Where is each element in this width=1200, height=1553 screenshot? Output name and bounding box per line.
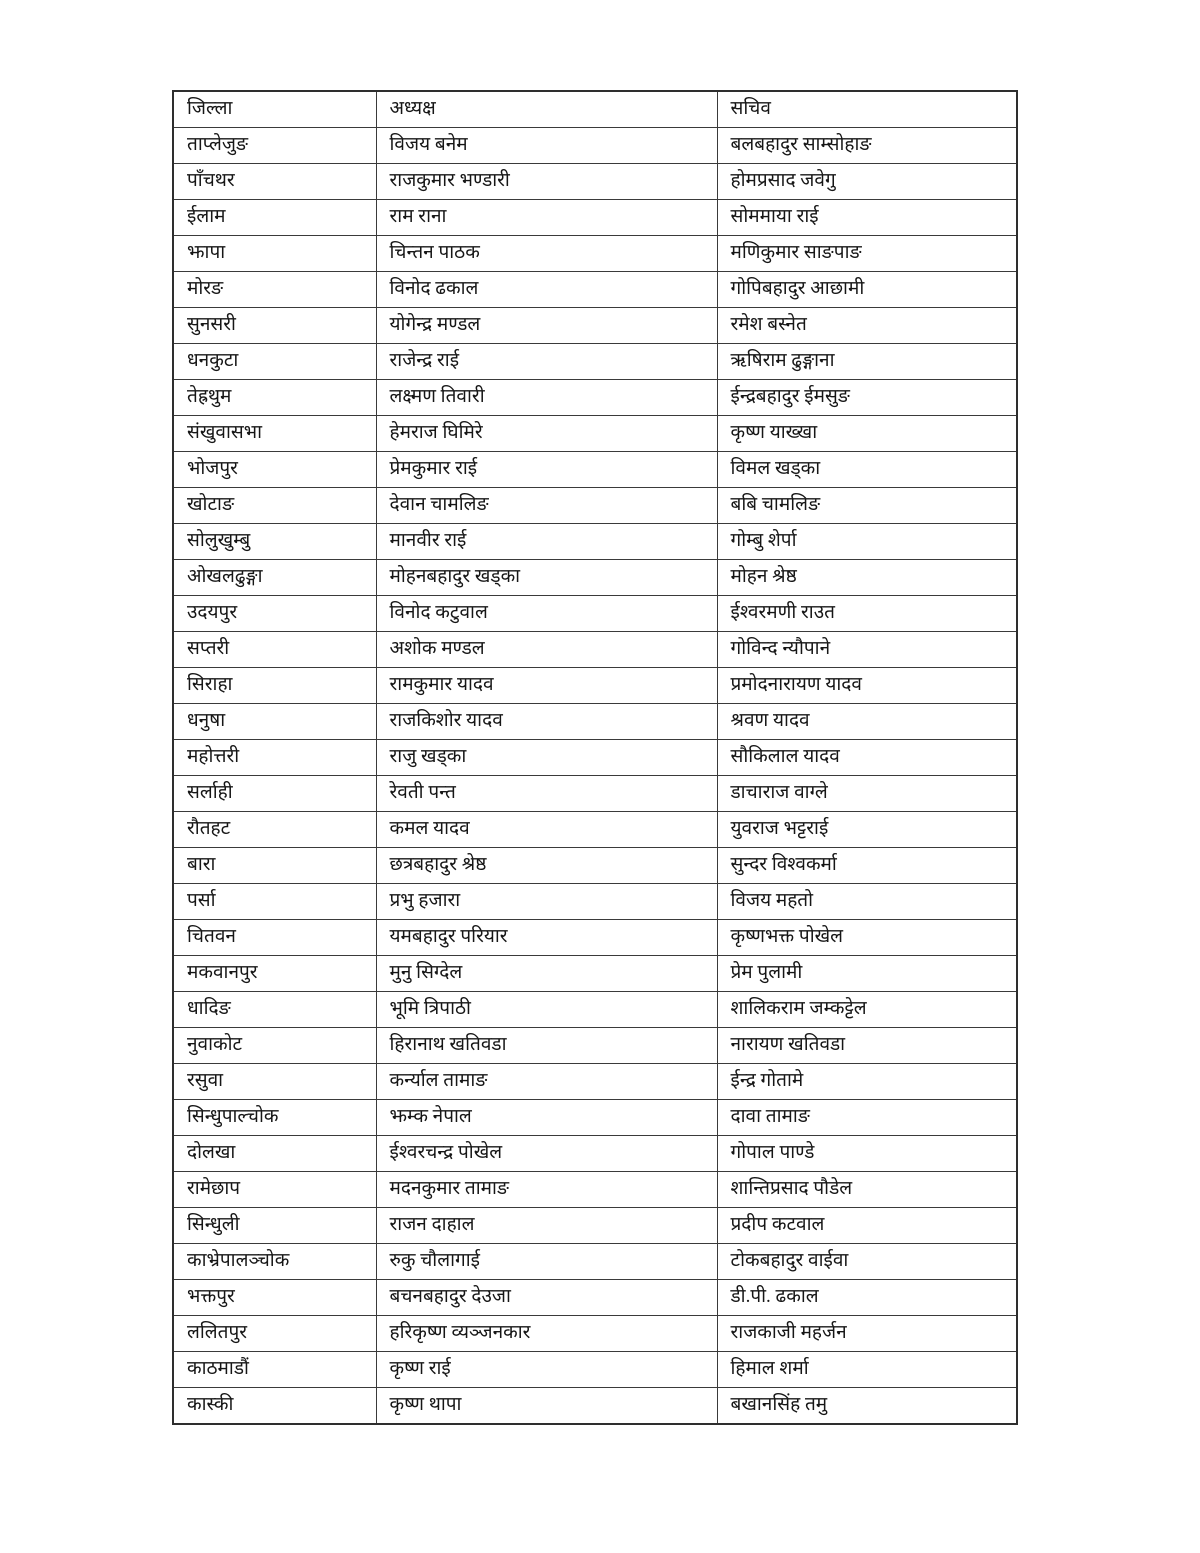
table-row <box>173 1028 1017 1064</box>
cell-chairman: राजकुमार भण्डारी <box>376 164 717 200</box>
cell-secretary: मोहन श्रेष्ठ <box>717 560 1017 596</box>
cell-district: रामेछाप <box>173 1172 376 1208</box>
cell-secretary: ईन्द्र गोतामे <box>717 1064 1017 1100</box>
cell-secretary: गोपिबहादुर आछामी <box>717 272 1017 308</box>
cell-secretary: हिमाल शर्मा <box>717 1352 1017 1388</box>
cell-chairman: देवान चामलिङ <box>376 488 717 524</box>
cell-secretary: शालिकराम जम्कट्टेल <box>717 992 1017 1028</box>
cell-chairman: कर्न्याल तामाङ <box>376 1064 717 1100</box>
cell-district: उदयपुर <box>173 596 376 632</box>
table-row <box>173 560 1017 596</box>
cell-chairman: रेवती पन्त <box>376 776 717 812</box>
cell-chairman: मदनकुमार तामाङ <box>376 1172 717 1208</box>
table-row <box>173 488 1017 524</box>
cell-chairman: झम्क नेपाल <box>376 1100 717 1136</box>
cell-district: बारा <box>173 848 376 884</box>
cell-chairman: मुनु सिग्देल <box>376 956 717 992</box>
cell-chairman: विनोद कटुवाल <box>376 596 717 632</box>
cell-district: ईलाम <box>173 200 376 236</box>
cell-secretary: विजय महतो <box>717 884 1017 920</box>
table-row <box>173 1352 1017 1388</box>
cell-chairman: राजकिशोर यादव <box>376 704 717 740</box>
cell-district: धादिङ <box>173 992 376 1028</box>
table-row <box>173 452 1017 488</box>
cell-district: ललितपुर <box>173 1316 376 1352</box>
cell-secretary: सौकिलाल यादव <box>717 740 1017 776</box>
cell-chairman: यमबहादुर परियार <box>376 920 717 956</box>
cell-chairman: छत्रबहादुर श्रेष्ठ <box>376 848 717 884</box>
cell-chairman: हरिकृष्ण व्यञ्जनकार <box>376 1316 717 1352</box>
table-row <box>173 272 1017 308</box>
cell-secretary: टोकबहादुर वाईवा <box>717 1244 1017 1280</box>
cell-secretary: बलबहादुर साम्सोहाङ <box>717 128 1017 164</box>
table-row <box>173 1316 1017 1352</box>
cell-chairman: रुकु चौलागाई <box>376 1244 717 1280</box>
cell-secretary: नारायण खतिवडा <box>717 1028 1017 1064</box>
cell-secretary: कृष्णभक्त पोखेल <box>717 920 1017 956</box>
cell-district: सप्तरी <box>173 632 376 668</box>
cell-chairman: विनोद ढकाल <box>376 272 717 308</box>
cell-secretary: प्रेम पुलामी <box>717 956 1017 992</box>
table-row <box>173 344 1017 380</box>
cell-chairman: विजय बनेम <box>376 128 717 164</box>
cell-district: खोटाङ <box>173 488 376 524</box>
cell-secretary: ईश्वरमणी राउत <box>717 596 1017 632</box>
table-row <box>173 920 1017 956</box>
cell-secretary: डी.पी. ढकाल <box>717 1280 1017 1316</box>
table-row <box>173 1244 1017 1280</box>
cell-district: भोजपुर <box>173 452 376 488</box>
cell-district: भक्तपुर <box>173 1280 376 1316</box>
cell-secretary: गोपाल पाण्डे <box>717 1136 1017 1172</box>
cell-chairman: योगेन्द्र मण्डल <box>376 308 717 344</box>
cell-district: ओखलढुङ्गा <box>173 560 376 596</box>
cell-secretary: प्रमोदनारायण यादव <box>717 668 1017 704</box>
cell-chairman: हेमराज घिमिरे <box>376 416 717 452</box>
table-row <box>173 308 1017 344</box>
table-row <box>173 812 1017 848</box>
table-row <box>173 1064 1017 1100</box>
cell-secretary: डाचाराज वाग्ले <box>717 776 1017 812</box>
cell-secretary: राजकाजी महर्जन <box>717 1316 1017 1352</box>
cell-chairman: राजेन्द्र राई <box>376 344 717 380</box>
cell-chairman: राम राना <box>376 200 717 236</box>
cell-chairman: हिरानाथ खतिवडा <box>376 1028 717 1064</box>
table-row <box>173 884 1017 920</box>
cell-chairman: प्रभु हजारा <box>376 884 717 920</box>
cell-district: सिराहा <box>173 668 376 704</box>
column-header-district: जिल्ला <box>173 91 376 128</box>
district-roster-table <box>172 90 1018 1425</box>
cell-secretary: शान्तिप्रसाद पौडेल <box>717 1172 1017 1208</box>
cell-district: कास्की <box>173 1388 376 1425</box>
table-header-row <box>173 91 1017 128</box>
cell-secretary: युवराज भट्टराई <box>717 812 1017 848</box>
cell-secretary: दावा तामाङ <box>717 1100 1017 1136</box>
table-row <box>173 632 1017 668</box>
cell-chairman: भूमि त्रिपाठी <box>376 992 717 1028</box>
cell-chairman: प्रेमकुमार राई <box>376 452 717 488</box>
cell-chairman: मानवीर राई <box>376 524 717 560</box>
table-row <box>173 1208 1017 1244</box>
cell-district: सुनसरी <box>173 308 376 344</box>
cell-secretary: ऋषिराम ढुङ्गाना <box>717 344 1017 380</box>
cell-chairman: चिन्तन पाठक <box>376 236 717 272</box>
table-row <box>173 596 1017 632</box>
cell-chairman: ईश्वरचन्द्र पोखेल <box>376 1136 717 1172</box>
cell-district: महोत्तरी <box>173 740 376 776</box>
cell-district: पर्सा <box>173 884 376 920</box>
table-row <box>173 992 1017 1028</box>
cell-district: धनकुटा <box>173 344 376 380</box>
table-row <box>173 848 1017 884</box>
cell-district: धनुषा <box>173 704 376 740</box>
table-row <box>173 1136 1017 1172</box>
table-row <box>173 740 1017 776</box>
cell-secretary: कृष्ण याख्खा <box>717 416 1017 452</box>
table-row <box>173 704 1017 740</box>
cell-secretary: बबि चामलिङ <box>717 488 1017 524</box>
cell-chairman: कृष्ण राई <box>376 1352 717 1388</box>
cell-secretary: रमेश बस्नेत <box>717 308 1017 344</box>
cell-chairman: कृष्ण थापा <box>376 1388 717 1425</box>
cell-secretary: श्रवण यादव <box>717 704 1017 740</box>
cell-district: संखुवासभा <box>173 416 376 452</box>
column-header-secretary: सचिव <box>717 91 1017 128</box>
cell-secretary: सोममाया राई <box>717 200 1017 236</box>
cell-chairman: अशोक मण्डल <box>376 632 717 668</box>
cell-district: ताप्लेजुङ <box>173 128 376 164</box>
column-header-chairman: अध्यक्ष <box>376 91 717 128</box>
cell-chairman: मोहनबहादुर खड्का <box>376 560 717 596</box>
table-row <box>173 128 1017 164</box>
cell-chairman: बचनबहादुर देउजा <box>376 1280 717 1316</box>
cell-secretary: मणिकुमार साङपाङ <box>717 236 1017 272</box>
cell-secretary: होमप्रसाद जवेगु <box>717 164 1017 200</box>
cell-district: रसुवा <box>173 1064 376 1100</box>
cell-district: दोलखा <box>173 1136 376 1172</box>
table-row <box>173 1100 1017 1136</box>
cell-district: चितवन <box>173 920 376 956</box>
cell-district: सिन्धुपाल्चोक <box>173 1100 376 1136</box>
table-row <box>173 1172 1017 1208</box>
cell-chairman: रामकुमार यादव <box>376 668 717 704</box>
cell-district: नुवाकोट <box>173 1028 376 1064</box>
cell-district: झापा <box>173 236 376 272</box>
cell-district: तेह्रथुम <box>173 380 376 416</box>
cell-district: रौतहट <box>173 812 376 848</box>
cell-secretary: गोविन्द न्यौपाने <box>717 632 1017 668</box>
cell-chairman: राजु खड्का <box>376 740 717 776</box>
cell-secretary: प्रदीप कटवाल <box>717 1208 1017 1244</box>
table-row <box>173 380 1017 416</box>
table-row <box>173 416 1017 452</box>
table-row <box>173 956 1017 992</box>
table-row <box>173 200 1017 236</box>
cell-district: सिन्धुली <box>173 1208 376 1244</box>
cell-district: काठमाडौं <box>173 1352 376 1388</box>
cell-secretary: सुन्दर विश्वकर्मा <box>717 848 1017 884</box>
cell-district: मोरङ <box>173 272 376 308</box>
cell-secretary: ईन्द्रबहादुर ईमसुङ <box>717 380 1017 416</box>
table-row <box>173 524 1017 560</box>
table-row <box>173 236 1017 272</box>
table-row <box>173 1280 1017 1316</box>
table-row <box>173 164 1017 200</box>
cell-secretary: गोम्बु शेर्पा <box>717 524 1017 560</box>
cell-district: पाँचथर <box>173 164 376 200</box>
table-row <box>173 776 1017 812</box>
table-row <box>173 668 1017 704</box>
cell-chairman: कमल यादव <box>376 812 717 848</box>
cell-district: मकवानपुर <box>173 956 376 992</box>
cell-chairman: लक्ष्मण तिवारी <box>376 380 717 416</box>
cell-district: सर्लाही <box>173 776 376 812</box>
cell-district: काभ्रेपालञ्चोक <box>173 1244 376 1280</box>
cell-chairman: राजन दाहाल <box>376 1208 717 1244</box>
table-row <box>173 1388 1017 1425</box>
cell-secretary: बखानसिंह तमु <box>717 1388 1017 1425</box>
cell-district: सोलुखुम्बु <box>173 524 376 560</box>
cell-secretary: विमल खड्का <box>717 452 1017 488</box>
